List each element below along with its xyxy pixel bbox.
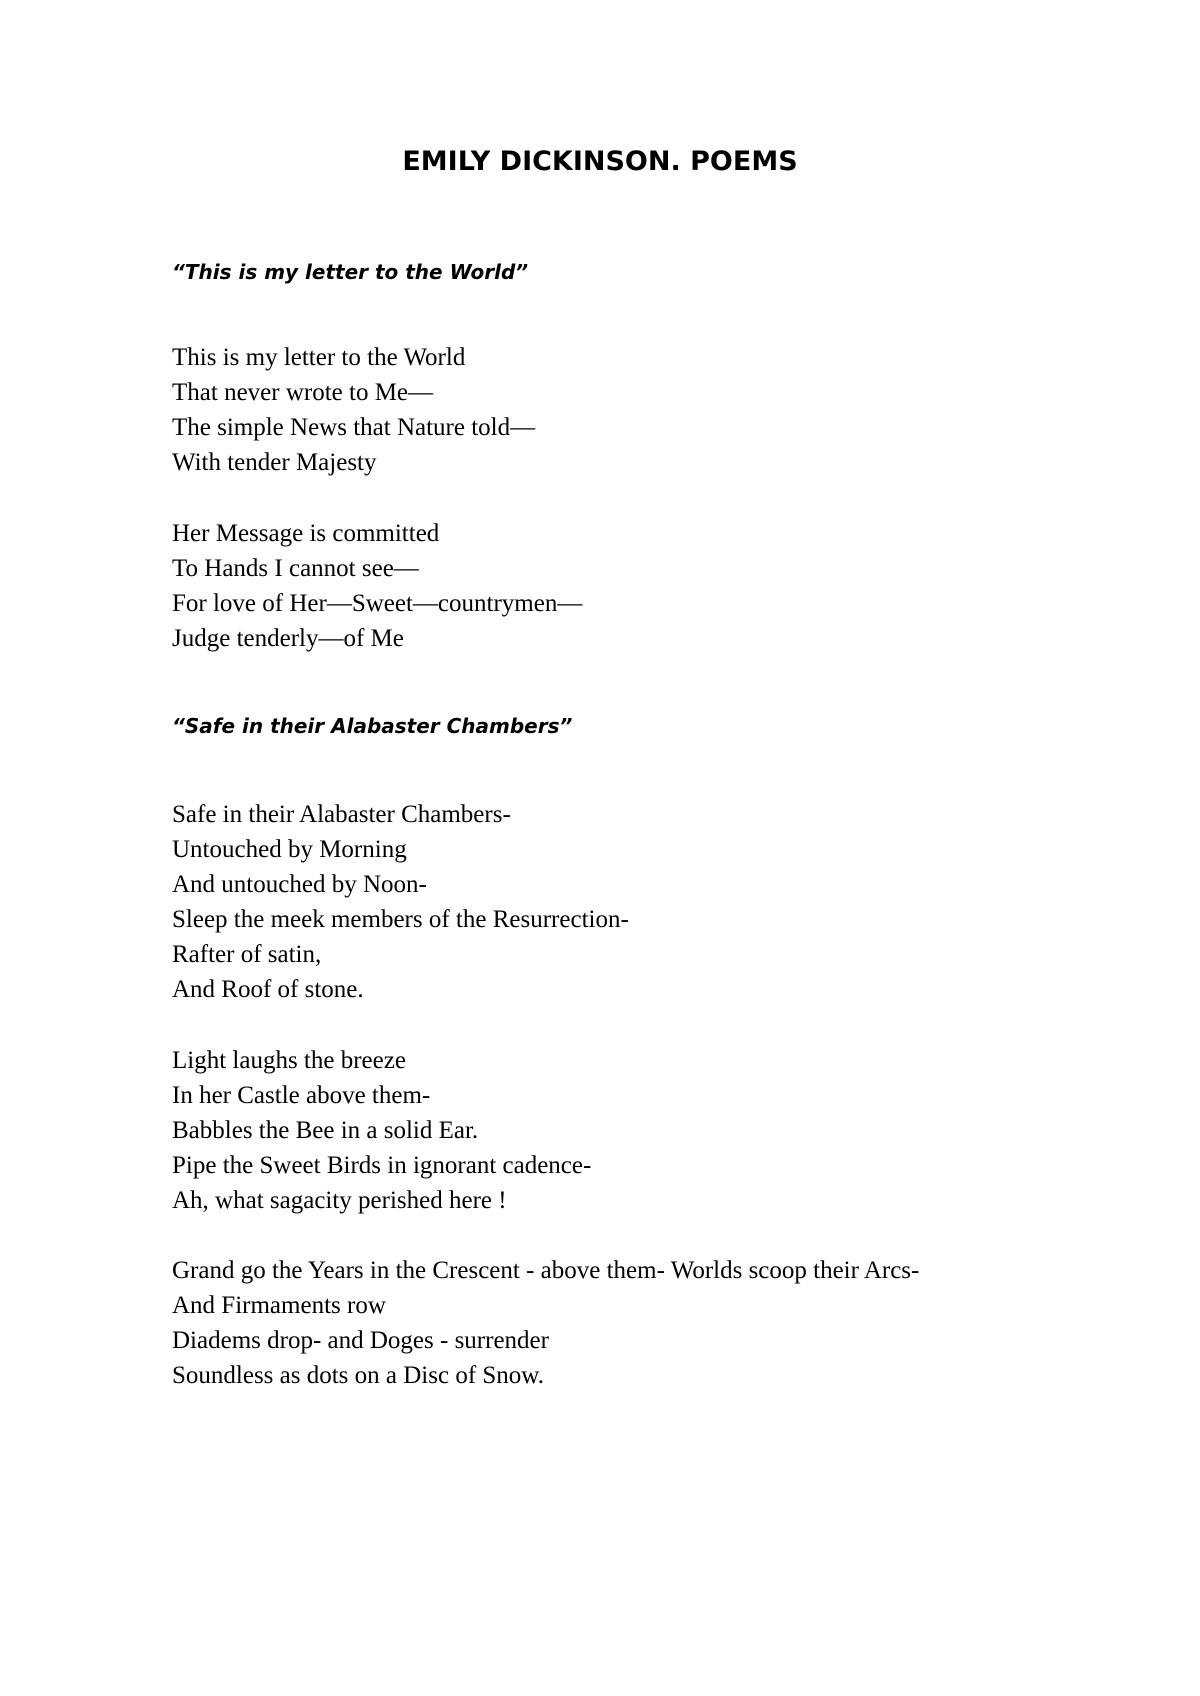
poem-line: Light laughs the breeze <box>172 1047 406 1074</box>
poem-line: In her Castle above them- <box>172 1082 431 1109</box>
poem-line: For love of Her—Sweet—countrymen— <box>172 590 583 617</box>
poem-line: The simple News that Nature told— <box>172 414 536 441</box>
poem-line: Sleep the meek members of the Resurrection- <box>172 906 629 933</box>
poem-line: That never wrote to Me— <box>172 379 434 406</box>
document-title: EMILY DICKINSON. POEMS <box>402 146 798 177</box>
poem-line: Pipe the Sweet Birds in ignorant cadence- <box>172 1152 592 1179</box>
poem-stanza <box>172 1043 591 1218</box>
poem-line: To Hands I cannot see— <box>172 555 419 582</box>
poem-line: With tender Majesty <box>172 449 377 476</box>
poem-stanza <box>172 797 629 1007</box>
poem-line: Soundless as dots on a Disc of Snow. <box>172 1362 544 1389</box>
poem-line: And Firmaments row <box>172 1292 386 1319</box>
poem-line: This is my letter to the World <box>172 344 466 371</box>
poem-stanza <box>172 340 535 480</box>
poem-line: Ah, what sagacity perished here ! <box>172 1187 507 1214</box>
poem-line: Safe in their Alabaster Chambers- <box>172 801 511 828</box>
poem-line: Grand go the Years in the Crescent - above them- Worlds scoop their Arcs- <box>172 1257 920 1284</box>
poem-title: “This is my letter to the World” <box>172 260 529 284</box>
poem-line: Untouched by Morning <box>172 836 407 863</box>
poem-line: Rafter of satin, <box>172 941 322 968</box>
poem-line: Judge tenderly—of Me <box>172 625 404 652</box>
poem-title: “Safe in their Alabaster Chambers” <box>172 714 573 738</box>
poem-line: And untouched by Noon- <box>172 871 427 898</box>
poem-line: And Roof of stone. <box>172 976 364 1003</box>
poem-line: Her Message is committed <box>172 520 440 547</box>
poem-line: Babbles the Bee in a solid Ear. <box>172 1117 479 1144</box>
poem-stanza <box>172 1253 919 1393</box>
poem-stanza <box>172 516 582 656</box>
poem-line: Diadems drop- and Doges - surrender <box>172 1327 549 1354</box>
